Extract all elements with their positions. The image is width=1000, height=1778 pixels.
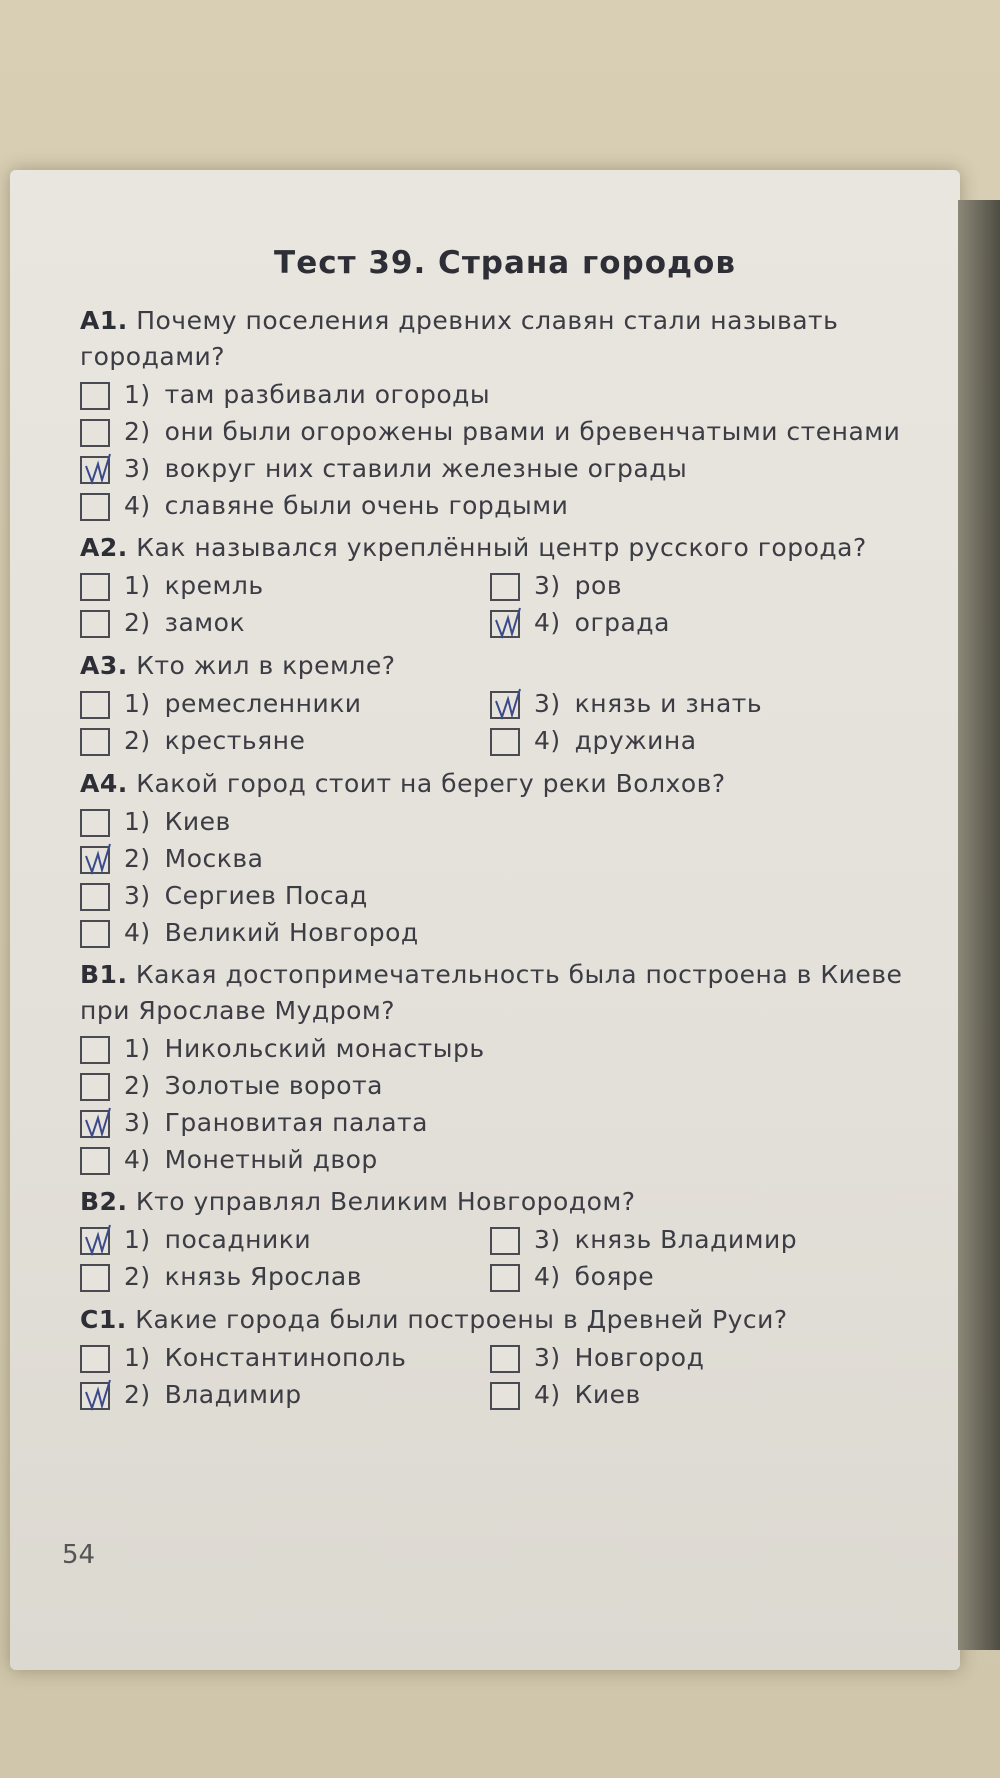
- option-number: 3): [124, 1108, 151, 1137]
- checkbox[interactable]: [80, 382, 110, 410]
- question-prompt: Какие города были построены в Древней Руси?: [135, 1305, 788, 1334]
- option-number: 3): [534, 1225, 561, 1254]
- option-text: ров: [574, 571, 623, 600]
- option-number: 1): [124, 807, 151, 836]
- checkmark-icon: [490, 606, 522, 640]
- answer-option[interactable]: [80, 723, 490, 759]
- answer-option[interactable]: [80, 488, 930, 524]
- answer-option[interactable]: [80, 1031, 930, 1067]
- option-number: 1): [124, 1343, 151, 1372]
- option-number: 4): [534, 726, 561, 755]
- question-id: А1.: [80, 306, 128, 335]
- option-text: посадники: [164, 1225, 312, 1254]
- answer-option[interactable]: [490, 605, 910, 641]
- option-number: 1): [124, 380, 151, 409]
- option-text: князь Владимир: [574, 1225, 798, 1254]
- option-text: они были огорожены рвами и бревенчатыми стенами: [164, 417, 901, 446]
- answer-option[interactable]: [80, 878, 930, 914]
- answer-option[interactable]: [80, 915, 930, 951]
- answer-option[interactable]: [80, 414, 930, 450]
- question-id: С1.: [80, 1305, 127, 1334]
- option-text: Великий Новгород: [164, 918, 419, 947]
- checkbox[interactable]: [490, 573, 520, 601]
- checkbox[interactable]: [490, 1382, 520, 1410]
- option-text: ремесленники: [164, 689, 362, 718]
- question-prompt: Какая достопримечательность была построена в Киеве при Ярославе Мудром?: [80, 960, 903, 1025]
- answer-options: [80, 686, 930, 760]
- option-text: ограда: [574, 608, 670, 637]
- answer-option[interactable]: [80, 686, 490, 722]
- option-number: 4): [124, 491, 151, 520]
- option-text: Константинополь: [164, 1343, 407, 1372]
- page-number: 54: [62, 1540, 96, 1570]
- option-number: 1): [124, 571, 151, 600]
- question-b1: [80, 957, 930, 1178]
- question-text: [80, 530, 930, 566]
- option-text: князь и знать: [574, 689, 763, 718]
- option-text: князь Ярослав: [164, 1262, 362, 1291]
- question-text: [80, 1184, 930, 1220]
- answer-option[interactable]: [80, 1222, 490, 1258]
- option-text: славяне были очень гордыми: [164, 491, 569, 520]
- option-number: 1): [124, 1034, 151, 1063]
- question-c1: [80, 1302, 930, 1414]
- option-text: там разбивали огороды: [164, 380, 491, 409]
- option-text: дружина: [574, 726, 697, 755]
- option-text: вокруг них ставили железные ограды: [164, 454, 688, 483]
- option-number: 4): [534, 1262, 561, 1291]
- question-text: [80, 1302, 930, 1338]
- option-number: 1): [124, 1225, 151, 1254]
- checkmark-icon: [80, 452, 112, 486]
- checkbox[interactable]: [80, 809, 110, 837]
- question-a3: [80, 648, 930, 760]
- question-id: А3.: [80, 651, 128, 680]
- option-number: 4): [124, 918, 151, 947]
- checked-checkbox[interactable]: [490, 610, 520, 638]
- checkbox[interactable]: [80, 691, 110, 719]
- answer-options: [80, 377, 930, 524]
- answer-option[interactable]: [490, 723, 910, 759]
- option-text: крестьяне: [164, 726, 306, 755]
- option-text: Золотые ворота: [164, 1071, 383, 1100]
- answer-options: [80, 804, 930, 951]
- answer-option[interactable]: [80, 605, 490, 641]
- option-number: 3): [534, 571, 561, 600]
- checkbox[interactable]: [80, 610, 110, 638]
- checked-checkbox[interactable]: [490, 691, 520, 719]
- question-a2: [80, 530, 930, 642]
- option-text: Грановитая палата: [164, 1108, 428, 1137]
- checkbox[interactable]: [80, 728, 110, 756]
- answer-options: [80, 568, 930, 642]
- answer-option[interactable]: [80, 1259, 490, 1295]
- option-number: 3): [534, 689, 561, 718]
- checkbox[interactable]: [80, 1147, 110, 1175]
- answer-option[interactable]: [80, 451, 930, 487]
- question-a1: [80, 303, 930, 524]
- question-prompt: Кто жил в кремле?: [136, 651, 396, 680]
- option-text: Киев: [574, 1380, 641, 1409]
- option-number: 3): [124, 454, 151, 483]
- checkbox[interactable]: [80, 1264, 110, 1292]
- checkmark-icon: [80, 1223, 112, 1257]
- answer-option[interactable]: [80, 377, 930, 413]
- question-text: [80, 648, 930, 684]
- answer-option[interactable]: [80, 568, 490, 604]
- page-title: Тест 39. Страна городов: [274, 245, 736, 281]
- checked-checkbox[interactable]: [80, 1382, 110, 1410]
- checkbox[interactable]: [80, 1345, 110, 1373]
- checkbox[interactable]: [80, 1073, 110, 1101]
- option-text: Киев: [164, 807, 231, 836]
- option-number: 4): [124, 1145, 151, 1174]
- answer-option[interactable]: [490, 1259, 910, 1295]
- option-text: кремль: [164, 571, 264, 600]
- option-number: 2): [124, 844, 151, 873]
- book-edge: [958, 200, 1000, 1650]
- option-number: 3): [534, 1343, 561, 1372]
- question-prompt: Кто управлял Великим Новгородом?: [135, 1187, 636, 1216]
- checkbox[interactable]: [80, 573, 110, 601]
- option-number: 2): [124, 1071, 151, 1100]
- option-text: Владимир: [164, 1380, 302, 1409]
- checkmark-icon: [80, 1378, 112, 1412]
- answer-option[interactable]: [490, 686, 910, 722]
- checked-checkbox[interactable]: [80, 846, 110, 874]
- answer-option[interactable]: [80, 804, 930, 840]
- answer-option[interactable]: [80, 1377, 490, 1413]
- option-text: замок: [164, 608, 246, 637]
- question-id: А2.: [80, 533, 128, 562]
- answer-option[interactable]: [80, 1105, 930, 1141]
- question-prompt: Почему поселения древних славян стали называть городами?: [80, 306, 839, 371]
- option-text: Никольский монастырь: [164, 1034, 485, 1063]
- question-prompt: Как назывался укреплённый центр русского города?: [136, 533, 867, 562]
- answer-option[interactable]: [490, 568, 910, 604]
- checked-checkbox[interactable]: [80, 1110, 110, 1138]
- checkbox[interactable]: [490, 1227, 520, 1255]
- option-number: 3): [124, 881, 151, 910]
- answer-options: [80, 1031, 930, 1178]
- option-text: Новгород: [574, 1343, 705, 1372]
- question-text: [80, 766, 930, 802]
- checkmark-icon: [490, 687, 522, 721]
- question-text: [80, 957, 930, 1029]
- answer-option[interactable]: [80, 1340, 490, 1376]
- answer-option[interactable]: [490, 1340, 910, 1376]
- checked-checkbox[interactable]: [80, 456, 110, 484]
- question-a4: [80, 766, 930, 951]
- answer-option[interactable]: [80, 1068, 930, 1104]
- answer-option[interactable]: [80, 841, 930, 877]
- option-text: Москва: [164, 844, 264, 873]
- question-prompt: Какой город стоит на берегу реки Волхов?: [136, 769, 726, 798]
- question-id: В1.: [80, 960, 128, 989]
- checkbox[interactable]: [80, 419, 110, 447]
- option-text: бояре: [574, 1262, 655, 1291]
- option-number: 2): [124, 417, 151, 446]
- checkbox[interactable]: [490, 728, 520, 756]
- option-number: 4): [534, 608, 561, 637]
- checkbox[interactable]: [80, 493, 110, 521]
- question-id: А4.: [80, 769, 128, 798]
- answer-options: [80, 1222, 930, 1296]
- option-number: 4): [534, 1380, 561, 1409]
- option-number: 1): [124, 689, 151, 718]
- option-text: Монетный двор: [164, 1145, 378, 1174]
- worksheet-content: [80, 245, 930, 1420]
- option-number: 2): [124, 1380, 151, 1409]
- option-number: 2): [124, 1262, 151, 1291]
- checkbox[interactable]: [490, 1345, 520, 1373]
- question-b2: [80, 1184, 930, 1296]
- answer-option[interactable]: [80, 1142, 930, 1178]
- checkbox[interactable]: [80, 883, 110, 911]
- checkbox[interactable]: [80, 920, 110, 948]
- checkmark-icon: [80, 842, 112, 876]
- checkbox[interactable]: [80, 1036, 110, 1064]
- checkmark-icon: [80, 1106, 112, 1140]
- option-number: 2): [124, 726, 151, 755]
- answer-option[interactable]: [490, 1377, 910, 1413]
- option-number: 2): [124, 608, 151, 637]
- question-text: [80, 303, 930, 375]
- checkbox[interactable]: [490, 1264, 520, 1292]
- question-id: В2.: [80, 1187, 128, 1216]
- answer-options: [80, 1340, 930, 1414]
- answer-option[interactable]: [490, 1222, 910, 1258]
- checked-checkbox[interactable]: [80, 1227, 110, 1255]
- option-text: Сергиев Посад: [164, 881, 368, 910]
